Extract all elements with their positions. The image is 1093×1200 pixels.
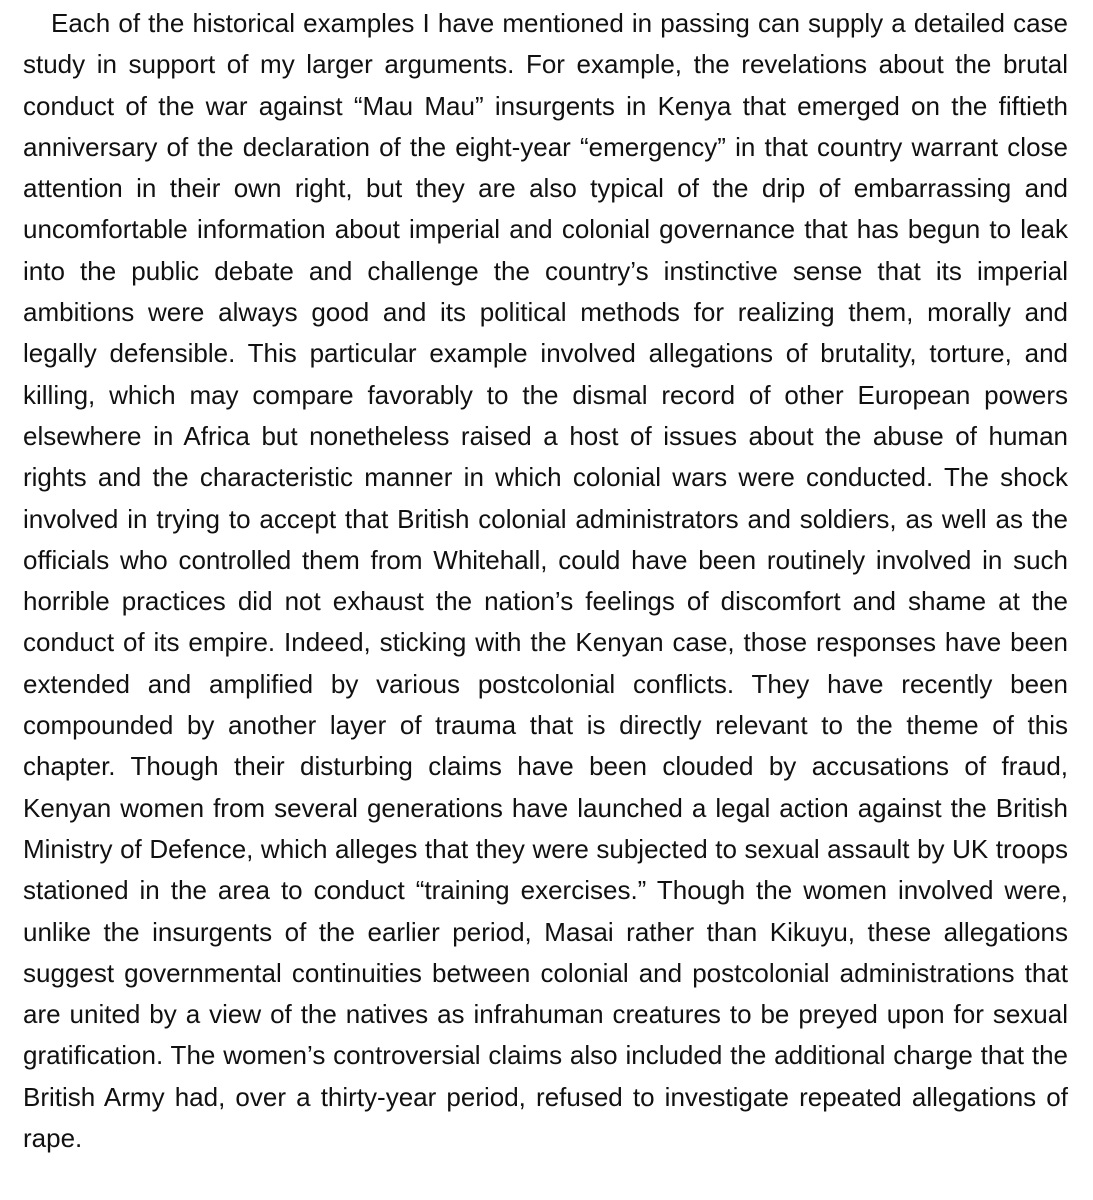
body-paragraph: Each of the historical examples I have mentioned in passing can supply a detailed case study in support of my larger arguments. For example, the revelations about the brutal conduct of the war against “Mau Mau” insurgents in Kenya that emerged on the fiftieth anniversary of the declaration of the eight-year “emergency” in that country warrant close attention in their own right, but they are also typical of the drip of embarrassing and uncomfortable information about imperial and colonial governance that has begun to leak into the public debate and challenge the country’s instinctive sense that its imperial ambitions were always good and its political methods for realizing them, morally and legally defensible. This particular example involved allegations of brutality, torture, and killing, which may compare favorably to the dismal record of other European powers elsewhere in Africa but nonetheless raised a host of issues about the abuse of human rights and the characteristic manner in which colonial wars were conducted. The shock involved in trying to accept that British colonial administrators and soldiers, as well as the officials who controlled them from Whitehall, could have been routinely involved in such horrible practices did not exhaust the nation’s feelings of discomfort and shame at the conduct of its empire. Indeed, sticking with the Kenyan case, those responses have been extended and amplified by various postcolonial conflicts. They have recently been compounded by another layer of trauma that is directly relevant to the theme of this chapter. Though their disturbing claims have been clouded by accusations of fraud, Kenyan women from several generations have launched a legal action against the British Ministry of Defence, which alleges that they were subjected to sexual assault by UK troops stationed in the area to conduct “training exercises.” Though the women involved were, unlike the insurgents of the earlier period, Masai rather than Kikuyu, these allegations suggest governmental continuities between colonial and postcolonial administrations that are united by a view of the natives as infrahuman creatures to be preyed upon for sexual gratification. The women’s controversial claims also included the additional charge that the British Army had, over a thirty-year period, refused to investigate repeated allegations of rape. bbox=[23, 8, 1068, 1154]
